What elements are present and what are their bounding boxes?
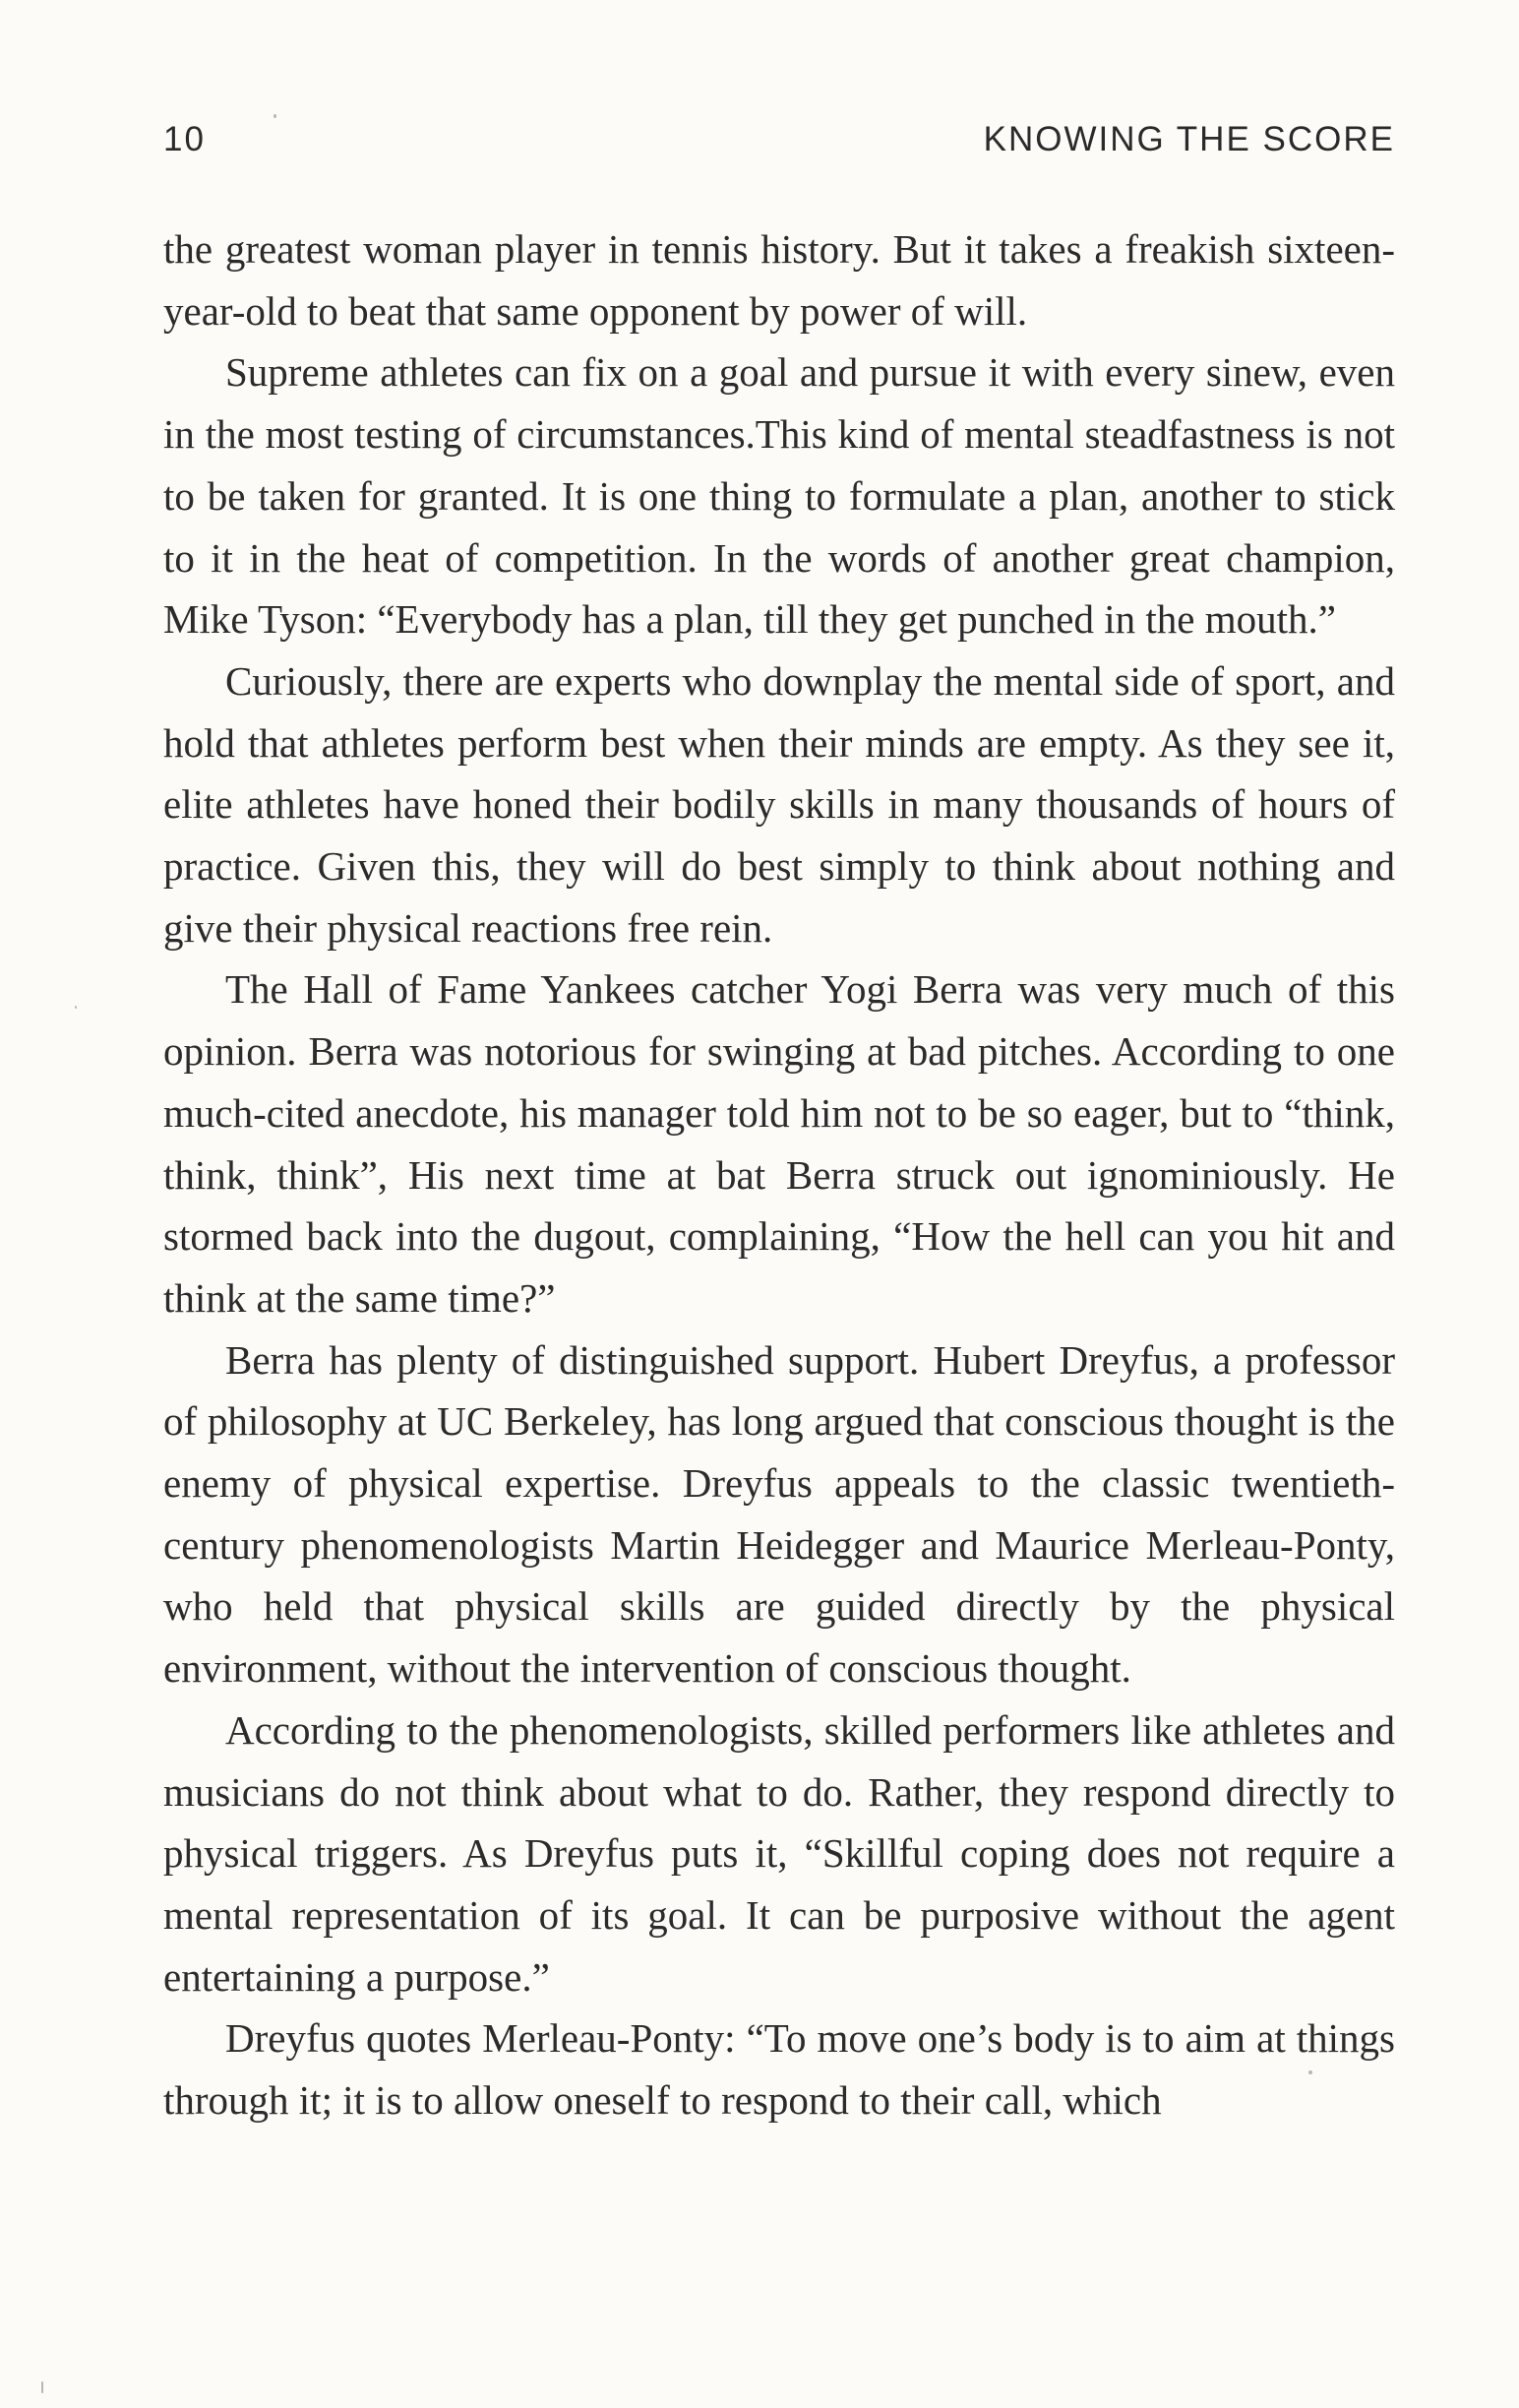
page-number: 10	[163, 120, 206, 158]
scan-speck	[75, 1006, 77, 1009]
paragraph: Berra has plenty of distinguished support. Hubert Dreyfus, a professor of philosophy at UC Berkeley, has long argued that conscious thought is the enemy of physical expertise. Dreyfus appeals to the classic twentieth-century phenomenologists Martin Heidegger and Maurice Merleau-Ponty, who held that physical skills are guided directly by the physical environment, without the intervention of conscious thought.	[163, 1336, 1395, 1692]
paragraph: the greatest woman player in tennis history. But it takes a freakish sixteen-year-old to beat that same opponent by power of will.	[163, 226, 1395, 334]
paragraph: According to the phenomenologists, skilled performers like athletes and musicians do not think about what to do. Rather, they respond directly to physical triggers. As Dreyfus puts it, “Skillful coping does not require a mental representation of its goal. It can be purposive without the agent entertaining a purpose.”	[163, 1706, 1395, 2000]
running-title: KNOWING THE SCORE	[983, 120, 1395, 158]
paragraph: The Hall of Fame Yankees catcher Yogi Berra was very much of this opinion. Berra was notorious for swinging at bad pitches. According to one much-cited anecdote, his manager told him not to be so eager, but to “think, think, think”, His next time at bat Berra struck out ignominiously. He stormed back into the dugout, complaining, “How the hell can you hit and think at the same time?”	[163, 966, 1395, 1321]
running-head	[163, 120, 1395, 165]
scan-speck	[41, 2381, 43, 2393]
body-text	[163, 218, 1395, 2131]
scan-speck	[1308, 2070, 1312, 2074]
paragraph: Curiously, there are experts who downplay the mental side of sport, and hold that athletes perform best when their minds are empty. As they see it, elite athletes have honed their bodily skills in many thousands of hours of practice. Given this, they will do best simply to think about nothing and give their physical reactions free rein.	[163, 657, 1395, 951]
paragraph: Supreme athletes can fix on a goal and pursue it with every sinew, even in the most testing of circumstances.This kind of mental steadfastness is not to be taken for granted. It is one thing to formulate a plan, another to stick to it in the heat of competition. In the words of another great champion, Mike Tyson: “Everybody has a plan, till they get punched in the mouth.”	[163, 349, 1395, 643]
scan-speck	[273, 114, 276, 118]
paragraph: Dreyfus quotes Merleau-Ponty: “To move one’s body is to aim at things through it; it is to allow oneself to respond to their call, which	[163, 2015, 1395, 2124]
